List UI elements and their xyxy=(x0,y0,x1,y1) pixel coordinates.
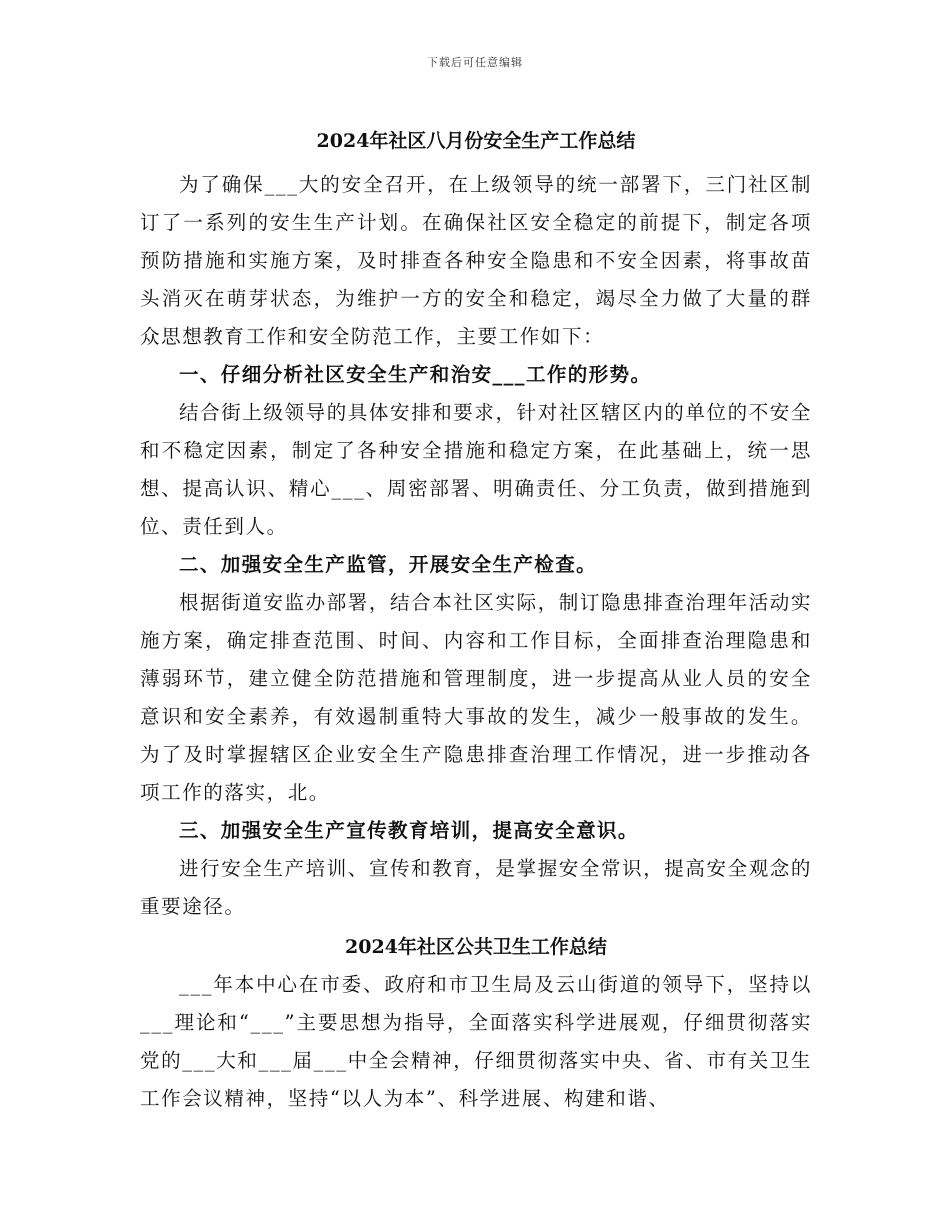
document-body xyxy=(140,122,812,1118)
intro-paragraph: 为了确保___大的安全召开，在上级领导的统一部署下，三门社区制订了一系列的安生生产计划。在确保社区安全稳定的前提下，制定各项预防措施和实施方案，及时排查各种安全隐患和不安全因素，将事故苗头消灭在萌芽状态，为维护一方的安全和稳定，竭尽全力做了大量的群众思想教育工作和安全防范工作，主要工作如下： xyxy=(140,173,812,348)
section-3-heading: 三、加强安全生产宣传教育培训，提高安全意识。 xyxy=(179,819,639,842)
section-3-paragraph: 进行安全生产培训、宣传和教育，是掌握安全常识，提高安全观念的重要途径。 xyxy=(140,857,813,918)
section-1-paragraph: 结合街上级领导的具体安排和要求，针对社区辖区内的单位的不安全和不稳定因素，制定了各种安全措施和稳定方案，在此基础上，统一思想、提高认识、精心___、周密部署、明确责任、分工负责，做到措施到位、责任到人。 xyxy=(140,401,813,538)
section-2-paragraph: 根据街道安监办部署，结合本社区实际，制订隐患排查治理年活动实施方案，确定排查范围、时间、内容和工作目标，全面排查治理隐患和薄弱环节，建立健全防范措施和管理制度，进一步提高从业人员的安全意识和安全素养，有效遏制重特大事故的发生，减少一般事故的发生。为了及时掌握辖区企业安全生产隐患排查治理工作情况，进一步推动各项工作的落实，北。 xyxy=(140,591,813,804)
second-document-title: 2024年社区公共卫生工作总结 xyxy=(345,936,607,958)
second-document-paragraph: ___年本中心在市委、政府和市卫生局及云山街道的领导下，坚持以___理论和“___”主要思想为指导，全面落实科学进展观，仔细贯彻落实党的___大和___届___中全会精神，仔细贯彻落实中央、省、市有关卫生工作会议精神，坚持“以人为本”、科学进展、构建和谐、 xyxy=(140,973,812,1110)
document-title: 2024年社区八月份安全生产工作总结 xyxy=(316,130,636,152)
section-1-heading: 一、仔细分析社区安全生产和治安___工作的形势。 xyxy=(179,363,652,386)
section-2-heading: 二、加强安全生产监管，开展安全生产检查。 xyxy=(179,553,598,576)
header-note: 下载后可任意编辑 xyxy=(427,56,523,69)
